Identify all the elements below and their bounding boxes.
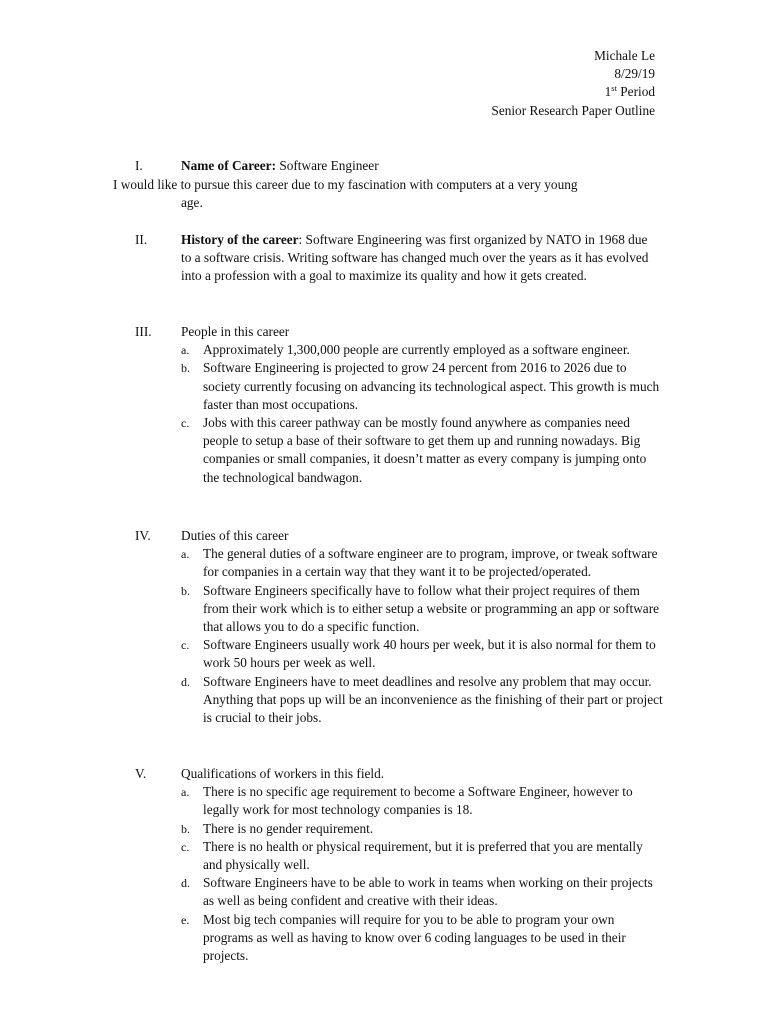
career-reason-paragraph xyxy=(0,176,768,212)
list-item-text: Software Engineers specifically have to follow what their project requires of them from their work which is to either setup a website or programming an app or software that allows you to do a specific function. xyxy=(203,582,660,635)
list-item-text: Software Engineering is projected to grow 24 percent from 2016 to 2026 due to society currently focusing on advancing its technological aspect. This growth is much faster than most occupations. xyxy=(203,360,660,412)
section-people xyxy=(0,323,768,487)
period-suffix: st xyxy=(611,83,617,94)
list-item xyxy=(181,359,665,414)
period-number: 1 xyxy=(604,84,612,100)
document-date: 8/29/19 xyxy=(614,66,655,82)
list-letter: d. xyxy=(181,876,190,891)
list-letter: b. xyxy=(181,821,190,836)
section-numeral: III. xyxy=(135,324,152,339)
section-heading: People in this career xyxy=(181,324,290,339)
section-career-name xyxy=(0,157,768,175)
list-letter: c. xyxy=(181,839,190,854)
list-item-text: Jobs with this career pathway can be mostly found anywhere as companies need people to setup a base of their software to get them up and running nowadays. Big companies or small companies, it doesn’t matter as every company is jumping onto the technological bandwagon. xyxy=(203,415,647,485)
list-item-text: There is no gender requirement. xyxy=(203,820,374,836)
section-value: Software Engineer xyxy=(276,158,379,173)
list-item-text: There is no specific age requirement to become a Software Engineer, however to legally work for most technology companies is 18. xyxy=(203,784,633,818)
list-item-text: There is no health or physical requirement, but it is preferred that you are mentally and physically well. xyxy=(203,838,643,873)
list-item-text: Most big tech companies will require for you to be able to program your own programs as well as having to know over 6 coding languages to be used in their projects. xyxy=(203,911,626,964)
list-letter: a. xyxy=(181,785,190,800)
section-numeral: I. xyxy=(135,158,143,173)
list-item xyxy=(181,820,665,838)
section-label: History of the career xyxy=(181,232,299,247)
section-history xyxy=(0,231,768,286)
section-body: : Software Engineering was first organized by NATO in 1968 due to a software crisis. Writing software has changed much over the years as it has evolved into a profession with a goal to maximize its quality and how it gets created. xyxy=(181,232,649,284)
list-letter: b. xyxy=(181,361,190,376)
list-item xyxy=(181,874,665,910)
list-item xyxy=(181,341,665,359)
list-item xyxy=(181,545,665,581)
period-word: Period xyxy=(620,84,655,100)
list-item xyxy=(181,838,665,874)
sub-list xyxy=(0,783,768,965)
list-letter: c. xyxy=(181,638,190,653)
list-item xyxy=(181,783,665,819)
section-text xyxy=(181,157,661,175)
section-numeral: II. xyxy=(135,232,148,247)
section-numeral: V. xyxy=(135,766,147,781)
section-label: Name of Career: xyxy=(181,158,276,173)
author-name: Michale Le xyxy=(594,48,655,63)
list-letter: c. xyxy=(181,416,190,431)
list-item-text: Software Engineers have to be able to work in teams when working on their projects as well as being confident and creative with their ideas. xyxy=(203,875,653,909)
section-text xyxy=(181,231,661,286)
list-item-text: Approximately 1,300,000 people are currently employed as a software engineer. xyxy=(203,342,630,358)
sub-list xyxy=(0,545,768,727)
section-duties xyxy=(0,527,768,727)
sub-list xyxy=(0,341,768,487)
document-title: Senior Research Paper Outline xyxy=(491,102,655,118)
section-heading: Duties of this career xyxy=(181,528,289,543)
list-letter: a. xyxy=(181,547,190,562)
section-numeral: IV. xyxy=(135,528,151,543)
section-qualifications xyxy=(0,765,768,965)
list-item xyxy=(181,911,665,966)
list-item-text: The general duties of a software engineer are to program, improve, or tweak software for companies in a certain way that they want it to be projected/operated. xyxy=(203,546,658,580)
list-item xyxy=(181,636,665,672)
class-period xyxy=(491,83,655,101)
document-header xyxy=(491,47,655,120)
list-letter: e. xyxy=(181,912,190,927)
section-heading: Qualifications of workers in this field. xyxy=(181,766,385,781)
list-letter: a. xyxy=(181,343,190,358)
career-reason-line-2: age. xyxy=(181,195,203,211)
list-item-text: Software Engineers usually work 40 hours per week, but it is also normal for them to work 50 hours per week as well. xyxy=(203,637,656,671)
list-letter: d. xyxy=(181,674,190,689)
list-item xyxy=(181,582,665,637)
career-reason-line-1: I would like to pursue this career due to my fascination with computers at a very young xyxy=(113,177,578,192)
list-item xyxy=(181,414,665,487)
list-item-text: Software Engineers have to meet deadlines and resolve any problem that may occur. Anything that pops up will be an inconvenience as the finishing of their part or project is crucial to their jobs. xyxy=(203,673,663,726)
list-item xyxy=(181,673,665,728)
list-letter: b. xyxy=(181,583,190,598)
